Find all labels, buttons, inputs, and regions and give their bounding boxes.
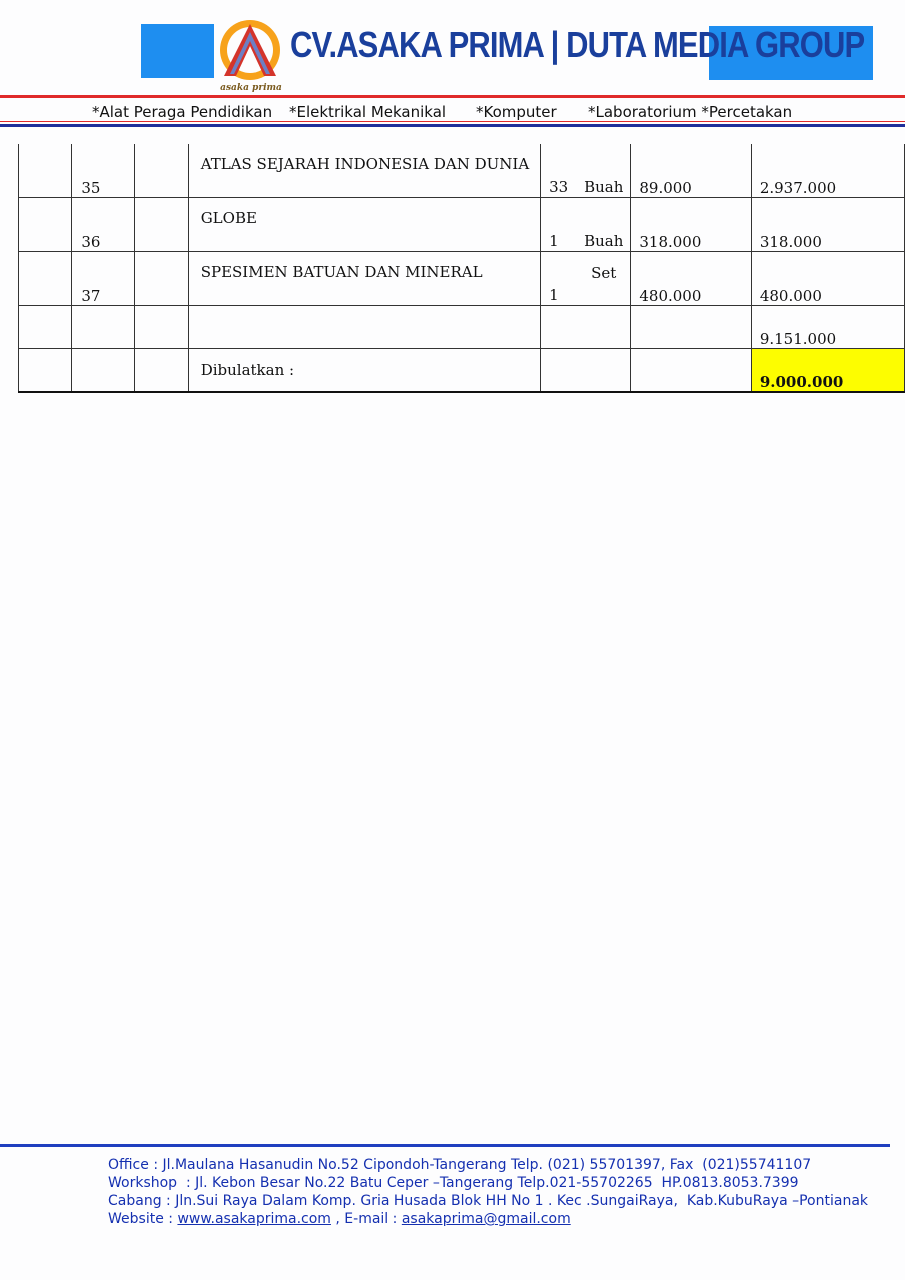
qty-cell (541, 198, 631, 252)
rounded-total: 9.000.000 (751, 349, 904, 393)
item-price: 480.000 (631, 252, 751, 306)
qty-cell (541, 252, 631, 306)
table-row (19, 252, 905, 306)
table-cell (19, 144, 72, 198)
website-label: Website : (108, 1211, 178, 1227)
tagline-item: *Elektrikal Mekanikal (289, 103, 447, 121)
table-row (19, 144, 905, 198)
table-cell (19, 252, 72, 306)
table-row-subtotal (19, 306, 905, 349)
company-logo (216, 16, 286, 94)
item-qty: 33 (549, 178, 569, 196)
table-cell (19, 198, 72, 252)
table-cell (631, 349, 751, 393)
item-unit: Buah (584, 232, 624, 250)
item-unit: Set (591, 264, 617, 282)
footer-workshop: Workshop : Jl. Kebon Besar No.22 Batu Ceper –Tangerang Telp.021-55702265 HP.0813.8053.7399 (108, 1175, 799, 1191)
table-cell (19, 349, 72, 393)
item-qty: 1 (549, 232, 559, 250)
website-link[interactable]: www.asakaprima.com (177, 1211, 331, 1227)
table-cell (19, 306, 72, 349)
items-table (18, 144, 905, 393)
qty-cell (541, 144, 631, 198)
tagline-item: *Laboratorium *Percetakan (588, 103, 793, 121)
table-cell (72, 306, 135, 349)
item-unit: Buah (584, 178, 624, 196)
footer-rule (0, 1144, 890, 1147)
table-row-rounded (19, 349, 905, 393)
table-cell (135, 144, 188, 198)
tagline-item: *Komputer (476, 103, 557, 121)
item-total: 480.000 (751, 252, 904, 306)
table-cell (135, 252, 188, 306)
logo-caption: asaka prima (220, 83, 282, 93)
email-label: , E-mail : (330, 1211, 402, 1227)
table-cell (188, 306, 540, 349)
rounded-label: Dibulatkan : (188, 349, 540, 393)
email-link[interactable]: asakaprima@gmail.com (401, 1211, 571, 1227)
table-row (19, 198, 905, 252)
company-name: CV.ASAKA PRIMA | DUTA MEDIA GROUP (290, 24, 865, 65)
item-price: 318.000 (631, 198, 751, 252)
table-cell (135, 198, 188, 252)
tagline-item: *Alat Peraga Pendidikan (92, 103, 273, 121)
table-cell (135, 306, 188, 349)
footer-cabang: Cabang : Jln.Sui Raya Dalam Komp. Gria Husada Blok HH No 1 . Kec .SungaiRaya, Kab.KubuRaya –Pontianak (108, 1193, 868, 1209)
footer-website-line (108, 1210, 868, 1228)
item-description: ATLAS SEJARAH INDONESIA DAN DUNIA (188, 144, 540, 198)
table-cell (541, 349, 631, 393)
item-total: 2.937.000 (751, 144, 904, 198)
footer-office: Office : Jl.Maulana Hasanudin No.52 Cipondoh-Tangerang Telp. (021) 55701397, Fax (021)55741107 (108, 1157, 812, 1173)
subtotal-value: 9.151.000 (751, 306, 904, 349)
header-blue-block-left (141, 24, 214, 78)
table-cell (135, 349, 188, 393)
row-number: 37 (72, 252, 135, 306)
header-rule-red (0, 95, 905, 98)
footer (108, 1156, 868, 1228)
row-number: 36 (72, 198, 135, 252)
item-description: SPESIMEN BATUAN DAN MINERAL (188, 252, 540, 306)
table-cell (72, 349, 135, 393)
item-qty: 1 (549, 286, 559, 304)
item-price: 89.000 (631, 144, 751, 198)
table-cell (631, 306, 751, 349)
item-total: 318.000 (751, 198, 904, 252)
table-cell (541, 306, 631, 349)
item-description: GLOBE (188, 198, 540, 252)
row-number: 35 (72, 144, 135, 198)
